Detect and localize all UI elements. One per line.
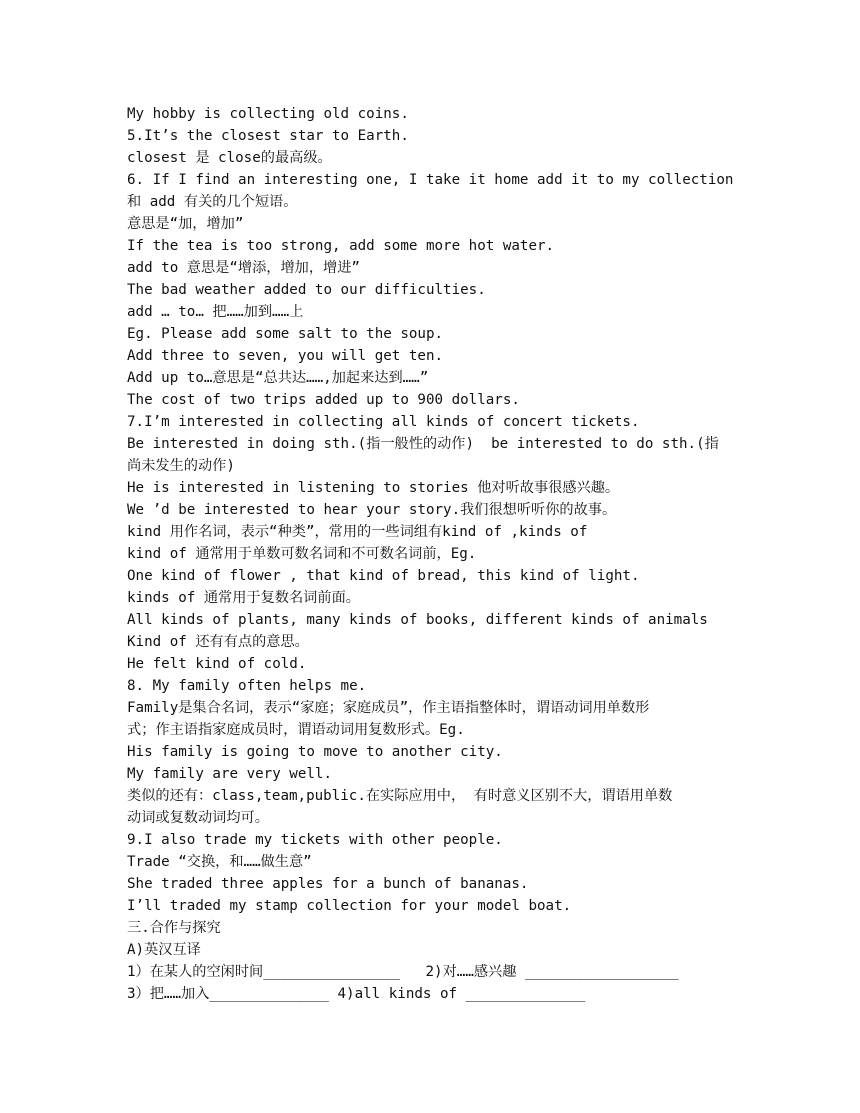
text-line: Eg. Please add some salt to the soup. bbox=[127, 326, 444, 342]
text-line: Trade “交换，和……做生意” bbox=[127, 854, 312, 870]
text-line: kinds of 通常用于复数名词前面。 bbox=[127, 590, 360, 606]
text-line: He felt kind of cold. bbox=[127, 656, 307, 672]
text-line: My hobby is collecting old coins. bbox=[127, 106, 409, 122]
text-line: The cost of two trips added up to 900 dollars. bbox=[127, 392, 520, 408]
text-line: 意思是“加，增加” bbox=[127, 216, 244, 232]
exercise-line: 3）把……加入______________ 4)all kinds of ______________ bbox=[127, 986, 586, 1002]
text-line: 尚未发生的动作) bbox=[127, 458, 235, 474]
text-line: 动词或复数动词均可。 bbox=[127, 810, 269, 826]
text-line: kind of 通常用于单数可数名词和不可数名词前，Eg. bbox=[127, 546, 477, 562]
text-line: 5.It’s the closest star to Earth. bbox=[127, 128, 409, 144]
subsection-heading: A)英汉互译 bbox=[127, 942, 201, 958]
text-line: closest 是 close的最高级。 bbox=[127, 150, 332, 166]
section-heading: 三.合作与探究 bbox=[127, 920, 221, 936]
text-line: kind 用作名词，表示“种类”，常用的一些词组有kind of ,kinds of bbox=[127, 524, 588, 540]
text-line: 6. If I find an interesting one, I take it home add it to my collection bbox=[127, 172, 734, 188]
text-line: All kinds of plants, many kinds of books, different kinds of animals bbox=[127, 612, 708, 628]
text-line: Add three to seven, you will get ten. bbox=[127, 348, 444, 364]
text-line: 8. My family often helps me. bbox=[127, 678, 367, 694]
text-line: 类似的还有：class,team,public.在实际应用中， 有时意义区别不大，谓语用单数 bbox=[127, 788, 673, 804]
text-line: My family are very well. bbox=[127, 766, 332, 782]
text-line: She traded three apples for a bunch of bananas. bbox=[127, 876, 529, 892]
text-line: The bad weather added to our difficulties. bbox=[127, 282, 486, 298]
text-line: Kind of 还有有点的意思。 bbox=[127, 634, 309, 650]
text-line: One kind of flower , that kind of bread, this kind of light. bbox=[127, 568, 640, 584]
exercise-line: 1）在某人的空闲时间________________ 2)对……感兴趣 __________________ bbox=[127, 964, 679, 980]
document-body bbox=[127, 103, 737, 1005]
text-line: 和 add 有关的几个短语。 bbox=[127, 194, 298, 210]
text-line: If the tea is too strong, add some more hot water. bbox=[127, 238, 555, 254]
text-line: 7.I’m interested in collecting all kinds of concert tickets. bbox=[127, 414, 640, 430]
text-line: He is interested in listening to stories 他对听故事很感兴趣。 bbox=[127, 480, 620, 496]
text-line: Family是集合名词，表示“家庭；家庭成员”，作主语指整体时，谓语动词用单数形 bbox=[127, 700, 650, 716]
text-line: I’ll traded my stamp collection for your model boat. bbox=[127, 898, 572, 914]
text-line: 9.I also trade my tickets with other people. bbox=[127, 832, 503, 848]
text-line: His family is going to move to another city. bbox=[127, 744, 503, 760]
text-line: 式；作主语指家庭成员时，谓语动词用复数形式。Eg. bbox=[127, 722, 465, 738]
text-line: add … to… 把……加到……上 bbox=[127, 304, 304, 320]
text-line: We ’d be interested to hear your story.我们很想听听你的故事。 bbox=[127, 502, 617, 518]
text-line: Be interested in doing sth.(指一般性的动作) be interested to do sth.(指 bbox=[127, 436, 719, 452]
text-line: add to 意思是“增添，增加，增进” bbox=[127, 260, 360, 276]
text-line: Add up to…意思是“总共达……,加起来达到……” bbox=[127, 370, 429, 386]
